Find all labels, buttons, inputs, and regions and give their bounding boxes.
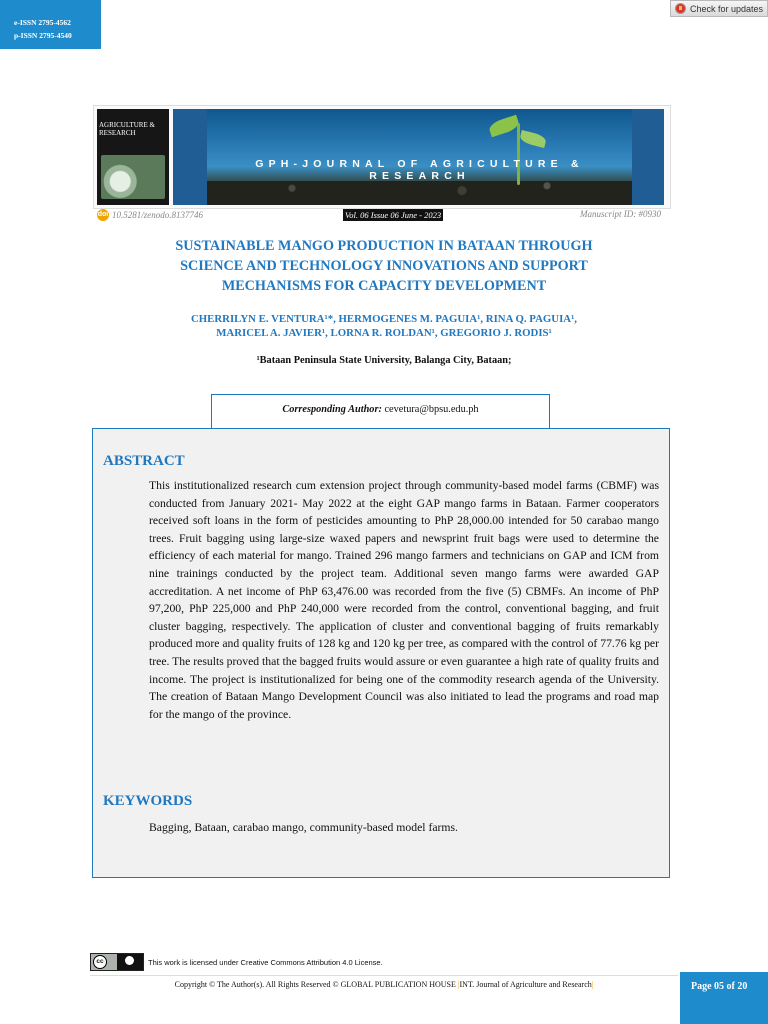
eissn: e-ISSN 2795-4562 [14,18,71,27]
check-for-updates-label: Check for updates [690,3,764,14]
author-list [100,312,668,340]
affiliation: ¹Bataan Peninsula State University, Balanga City, Bataan; [256,355,512,366]
title-line: SCIENCE AND TECHNOLOGY INNOVATIONS AND SUPPORT [180,258,588,274]
abstract-text: This institutionalized research cum extension project through community-based model farms (CBMF) was conducted from January 2021- May 2022 at the eight GAP mango farms in Bataan. Farmer cooperators received soft loans in the form of pesticides amounting to PhP 28,000.00 intended for 50 carabao mango trees. Fruit bagging using large-size waxed papers and newsprint fruit bags were used to determine the efficiency of each material for mango. Trained 296 mango farmers and technicians on GAP and ICM from nine trainings conducted by the project team. Additional seven mango farms were awarded GAP accreditation. A net income of PhP 63,476.00 was recorded from the five (5) CBMFs. An income of PhP 97,200, PhP 225,000 and PhP 240,000 were recorded from the control, conventional bagging, and fruit cluster bagging, respectively. The application of cluster and conventional bagging of fruits remarkably produced more and quality fruits of 128 kg and 120 kg per tree, as compared with the control of 77.76 kg per tree. The results proved that the bagged fruits would assure or even guarantee a high rate of quality fruits and income. The project is institutionalized for being one of the commodity research agenda of the University. The creation of Bataan Mango Development Council was also initiated to lead the programs and road map for the mango of the province. [149,479,659,721]
crossmark-icon [675,3,686,14]
doi-link[interactable] [97,209,203,221]
journal-cover-thumbnail [97,109,169,205]
separator: | [591,980,594,989]
authors-line: MARICEL A. JAVIER¹, LORNA R. ROLDAN¹, GREGORIO J. RODIS¹ [216,327,552,339]
cc-logo: cc [93,955,107,969]
volume-issue: Vol. 06 Issue 06 June - 2023 [345,210,442,220]
copyright-text: Copyright © The Author(s). All Rights Reserved © GLOBAL PUBLICATION HOUSE [174,980,456,989]
issn-badge [0,0,101,49]
doi-text: 10.5281/zenodo.8137746 [112,210,203,220]
separator: | [457,980,460,989]
banner-soil [207,181,632,205]
keywords-text: Bagging, Bataan, carabao mango, community-based model farms. [149,821,458,834]
corresponding-author-email[interactable]: cevetura@bpsu.edu.ph [384,404,479,415]
cc-by-license-icon[interactable] [90,953,144,971]
journal-header [93,105,671,209]
manuscript-id: Manuscript ID: #0930 [580,209,661,219]
corresponding-author-label: Corresponding Author: [282,404,382,415]
abstract-panel [92,428,670,878]
corresponding-author-box [211,394,550,428]
attribution-person-icon [125,956,134,965]
check-for-updates-button[interactable] [670,0,768,17]
footer-divider [90,975,678,976]
license-text: This work is licensed under Creative Commons Attribution 4.0 License. [148,957,383,967]
license-row [90,953,383,971]
title-line: SUSTAINABLE MANGO PRODUCTION IN BATAAN THROUGH [175,238,593,254]
abstract-heading: ABSTRACT [103,453,185,469]
journal-name: INT. Journal of Agriculture and Research [459,980,592,989]
cover-image [101,155,165,199]
journal-banner [173,109,664,205]
keywords-heading: KEYWORDS [103,793,193,809]
authors-line: CHERRILYN E. VENTURA¹*, HERMOGENES M. PAGUIA¹, RINA Q. PAGUIA¹, [190,313,578,325]
article-meta-row [97,209,665,223]
pissn: p-ISSN 2795-4540 [14,31,72,40]
cover-title: AGRICULTURE & RESEARCH [99,121,155,137]
copyright-line [90,980,678,989]
page-number: Page 05 of 20 [680,972,768,1024]
doi-icon: doi [97,209,109,221]
title-line: MECHANISMS FOR CAPACITY DEVELOPMENT [221,278,547,294]
article-title [100,236,668,296]
banner-title: GPH-JOURNAL OF AGRICULTURE & RESEARCH [255,158,584,182]
